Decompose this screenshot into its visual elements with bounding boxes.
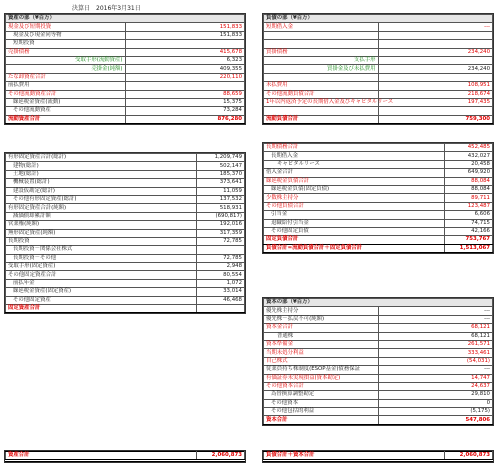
row-label: 売掛債務: [6, 48, 126, 56]
table-row: [264, 107, 493, 115]
row-value: 432,027: [445, 152, 493, 160]
row-value: 137,532: [197, 195, 245, 203]
row-label: 前払費用: [6, 82, 126, 90]
table-row: [264, 56, 493, 64]
row-value: [378, 31, 493, 39]
row-value: 68,121: [378, 324, 493, 332]
row-value: 415,678: [125, 48, 245, 56]
row-value: 2,060,873: [197, 452, 245, 461]
liabilities-noncurrent-table: [262, 142, 494, 254]
row-value: 72,785: [197, 254, 245, 262]
assets-total-table: [4, 450, 246, 463]
table-row: [264, 115, 493, 123]
row-label: 少数株主持分: [264, 194, 445, 202]
row-label: 長期投資－その他: [6, 254, 197, 262]
row-value: 24,637: [378, 382, 493, 390]
row-value: 123,487: [445, 202, 493, 210]
table-row: [6, 65, 245, 73]
table-row: [264, 40, 493, 48]
row-label: 土地(総計): [6, 170, 197, 178]
table-row: [264, 31, 493, 39]
row-value: 234,240: [378, 48, 493, 56]
table-row: [264, 236, 493, 244]
row-value: 108,951: [378, 82, 493, 90]
row-label: [264, 40, 379, 48]
row-value: [378, 107, 493, 115]
row-label: 1年以内返済予定の長期借入金及びキャピタルリース: [264, 98, 379, 106]
table-row: [6, 115, 245, 123]
row-label: 建物(総計): [6, 162, 197, 170]
table-header: [264, 15, 493, 23]
table-row: [264, 340, 493, 348]
table-row: [6, 229, 245, 237]
table-row: [6, 271, 245, 279]
row-label: 現金及び短期投資: [6, 23, 126, 31]
row-label: その他包括的利益: [264, 408, 379, 416]
row-value: 192,016: [197, 221, 245, 229]
table-row: [6, 179, 245, 187]
row-value: [378, 73, 493, 81]
table-row: [6, 56, 245, 64]
table-row: [6, 154, 245, 162]
row-label: [264, 73, 379, 81]
row-label: 長期借入金: [264, 152, 445, 160]
row-label: 自己株式: [264, 357, 379, 365]
row-label: 繰延税金負債合計: [264, 177, 445, 185]
row-value: 261,571: [378, 340, 493, 348]
table-row: [6, 296, 245, 304]
row-value: ---: [378, 23, 493, 31]
row-label: 優先株主持分: [264, 307, 379, 315]
row-value: 876,280: [125, 115, 245, 123]
row-value: ---: [378, 307, 493, 315]
row-value: 649,920: [445, 169, 493, 177]
table-row: [6, 73, 245, 81]
table-row: [264, 160, 493, 168]
table-row: [264, 452, 493, 461]
row-value: 373,641: [197, 179, 245, 187]
row-label: たな卸資産合計: [6, 73, 126, 81]
row-value: 33,014: [197, 288, 245, 296]
table-row: [264, 48, 493, 56]
table-row: [264, 144, 493, 152]
row-value: 2,948: [197, 263, 245, 271]
row-label: 現金及び現金同等物: [6, 31, 126, 39]
table-row: [6, 90, 245, 98]
table-row: [6, 23, 245, 31]
row-value: 74,715: [445, 219, 493, 227]
row-label: 短期投資: [6, 40, 126, 48]
row-label: 従業員持ち株制度(ESOP基金)債務保証: [264, 366, 379, 374]
row-label: 有形固定資産合計(総計): [6, 154, 197, 162]
table-row: [264, 244, 493, 252]
row-value: 88,084: [445, 185, 493, 193]
row-value: 73,284: [125, 107, 245, 115]
row-label: 流動資産合計: [6, 115, 126, 123]
table-row: [264, 152, 493, 160]
table-row: [264, 194, 493, 202]
table-row: [6, 98, 245, 106]
row-value: 88,659: [125, 90, 245, 98]
row-value: 220,110: [125, 73, 245, 81]
table-row: [6, 254, 245, 262]
table-row: [264, 357, 493, 365]
row-label: 為替換算調整勘定: [264, 391, 379, 399]
row-label: その他固定資産合計: [6, 271, 197, 279]
equity-table: [262, 297, 494, 426]
row-label: 退職給付引当金: [264, 219, 445, 227]
row-value: (5,175): [378, 408, 493, 416]
row-label: キャピタルリース: [264, 160, 445, 168]
row-value: 11,059: [197, 187, 245, 195]
row-label: 固定負債合計: [264, 236, 445, 244]
table-row: [264, 332, 493, 340]
row-label: 短期借入金: [264, 23, 379, 31]
table-row: [264, 219, 493, 227]
section-title: 負債の部（¥百万）: [264, 15, 493, 23]
table-row: [264, 408, 493, 416]
row-value: 502,147: [197, 162, 245, 170]
row-label: 普通株: [264, 332, 379, 340]
row-value: 88,084: [445, 177, 493, 185]
row-value: 89,711: [445, 194, 493, 202]
row-value: 197,435: [378, 98, 493, 106]
row-label: 優先株－払戻不可(純額): [264, 315, 379, 323]
table-row: [264, 315, 493, 323]
row-label: 長期投資: [6, 237, 197, 245]
row-label: 借入金合計: [264, 169, 445, 177]
row-value: 753,767: [445, 236, 493, 244]
row-value: [125, 40, 245, 48]
row-label: その他有形固定資産(総計): [6, 195, 197, 203]
row-value: 2,060,873: [445, 452, 493, 461]
table-row: [264, 202, 493, 210]
row-value: 29,810: [378, 391, 493, 399]
row-value: 20,458: [445, 160, 493, 168]
row-value: [125, 82, 245, 90]
row-label: 固定資産合計: [6, 305, 197, 313]
row-value: 80,554: [197, 271, 245, 279]
liabilities-equity-total-table: [262, 450, 494, 463]
row-label: 負債合計=流動負債合計＋固定負債合計: [264, 244, 445, 252]
table-row: [6, 237, 245, 245]
table-row: [264, 399, 493, 407]
table-row: [6, 452, 245, 461]
row-value: [378, 56, 493, 64]
row-label: 繰延税金資産(固定資産): [6, 288, 197, 296]
row-value: 333,461: [378, 349, 493, 357]
table-row: [264, 382, 493, 390]
section-title: 資産の部（¥百万）: [6, 15, 245, 23]
table-row: [6, 288, 245, 296]
table-header: [264, 299, 493, 307]
table-row: [264, 391, 493, 399]
row-label: 資本準備金: [264, 340, 379, 348]
table-row: [6, 246, 245, 254]
table-row: [6, 31, 245, 39]
row-label: 買掛債務: [264, 48, 379, 56]
row-label: 繰延税金負債(固定負債): [264, 185, 445, 193]
table-row: [6, 187, 245, 195]
row-label: [264, 107, 379, 115]
row-label: 未払費用: [264, 82, 379, 90]
row-label: 引当金: [264, 211, 445, 219]
row-value: 1,513,067: [445, 244, 493, 252]
assets-noncurrent-table: [4, 152, 246, 314]
assets-current-table: [4, 13, 246, 125]
table-row: [6, 263, 245, 271]
table-row: [6, 48, 245, 56]
row-value: 234,240: [378, 65, 493, 73]
row-value: ---: [378, 366, 493, 374]
row-value: 452,485: [445, 144, 493, 152]
row-label: 受取手形(流動資産): [6, 56, 126, 64]
row-value: 0: [378, 399, 493, 407]
row-label: 有形固定資産合計(純額): [6, 204, 197, 212]
row-value: 759,300: [378, 115, 493, 123]
row-label: 買掛金及び未払費用: [264, 65, 379, 73]
table-row: [264, 374, 493, 382]
row-label: その他流動資産: [6, 107, 126, 115]
row-label: その他固定資産: [6, 296, 197, 304]
row-label: その他流動負債合計: [264, 90, 379, 98]
row-label: 減価償却累計額: [6, 212, 197, 220]
table-row: [264, 98, 493, 106]
table-row: [6, 107, 245, 115]
row-label: 売掛金(純額): [6, 65, 126, 73]
row-label: 受取手形(固定資産): [6, 263, 197, 271]
row-value: 185,370: [197, 170, 245, 178]
row-value: 151,833: [125, 31, 245, 39]
row-value: 409,355: [125, 65, 245, 73]
row-value: 6,323: [125, 56, 245, 64]
table-row: [6, 162, 245, 170]
row-label: その他固定負債: [264, 227, 445, 235]
table-row: [6, 212, 245, 220]
row-value: [197, 246, 245, 254]
row-label: 資本金合計: [264, 324, 379, 332]
row-label: 前払年金: [6, 279, 197, 287]
row-label: その他資本合計: [264, 382, 379, 390]
row-label: 支払手形: [264, 56, 379, 64]
liabilities-current-table: [262, 13, 494, 125]
row-value: 547,806: [378, 416, 493, 424]
table-row: [264, 366, 493, 374]
row-label: その他負債合計: [264, 202, 445, 210]
table-row: [6, 221, 245, 229]
table-row: [264, 227, 493, 235]
row-value: 14,747: [378, 374, 493, 382]
table-row: [264, 65, 493, 73]
table-row: [6, 82, 245, 90]
table-row: [264, 90, 493, 98]
table-row: [264, 177, 493, 185]
table-row: [264, 169, 493, 177]
table-row: [264, 23, 493, 31]
row-label: 営業権(純額): [6, 221, 197, 229]
row-value: 68,121: [378, 332, 493, 340]
row-value: ---: [378, 315, 493, 323]
report-header: [0, 3, 500, 12]
table-row: [264, 82, 493, 90]
table-row: [6, 195, 245, 203]
row-value: [378, 40, 493, 48]
row-label: 無形固定資産(純額): [6, 229, 197, 237]
section-title: 資本の部（¥百万）: [264, 299, 493, 307]
table-row: [6, 279, 245, 287]
row-label: 資産合計: [6, 452, 197, 461]
row-value: 151,833: [125, 23, 245, 31]
row-value: 72,785: [197, 237, 245, 245]
table-row: [264, 416, 493, 424]
table-row: [6, 40, 245, 48]
row-label: 資本合計: [264, 416, 379, 424]
row-label: 建設仮勘定(総計): [6, 187, 197, 195]
row-label: 繰延税金資産(流動): [6, 98, 126, 106]
row-label: 機械装置(総計): [6, 179, 197, 187]
row-value: 317,359: [197, 229, 245, 237]
table-header: [6, 15, 245, 23]
row-value: 46,468: [197, 296, 245, 304]
row-label: 長期債務合計: [264, 144, 445, 152]
row-value: [197, 305, 245, 313]
row-label: 負債合計＋資本合計: [264, 452, 445, 461]
row-value: 1,072: [197, 279, 245, 287]
table-row: [264, 211, 493, 219]
table-row: [264, 307, 493, 315]
row-value: 15,375: [125, 98, 245, 106]
row-label: 長期投資－関係会社株式: [6, 246, 197, 254]
row-value: (54,031): [378, 357, 493, 365]
row-value: 518,931: [197, 204, 245, 212]
row-value: 6,606: [445, 211, 493, 219]
fiscal-date-label: 決算日: [72, 5, 91, 12]
table-row: [264, 73, 493, 81]
row-value: 42,166: [445, 227, 493, 235]
table-row: [6, 305, 245, 313]
row-label: その他流動資産合計: [6, 90, 126, 98]
row-value: 218,674: [378, 90, 493, 98]
table-row: [264, 349, 493, 357]
table-row: [264, 185, 493, 193]
row-label: [264, 31, 379, 39]
row-label: 有価証券未実現損益(資本勘定): [264, 374, 379, 382]
table-row: [6, 204, 245, 212]
row-label: 当期未処分利益: [264, 349, 379, 357]
row-label: 流動負債合計: [264, 115, 379, 123]
table-row: [264, 324, 493, 332]
row-value: (690,817): [197, 212, 245, 220]
row-value: 1,209,749: [197, 154, 245, 162]
fiscal-date: 2016年3月31日: [96, 5, 141, 12]
row-label: その他資本: [264, 399, 379, 407]
table-row: [6, 170, 245, 178]
